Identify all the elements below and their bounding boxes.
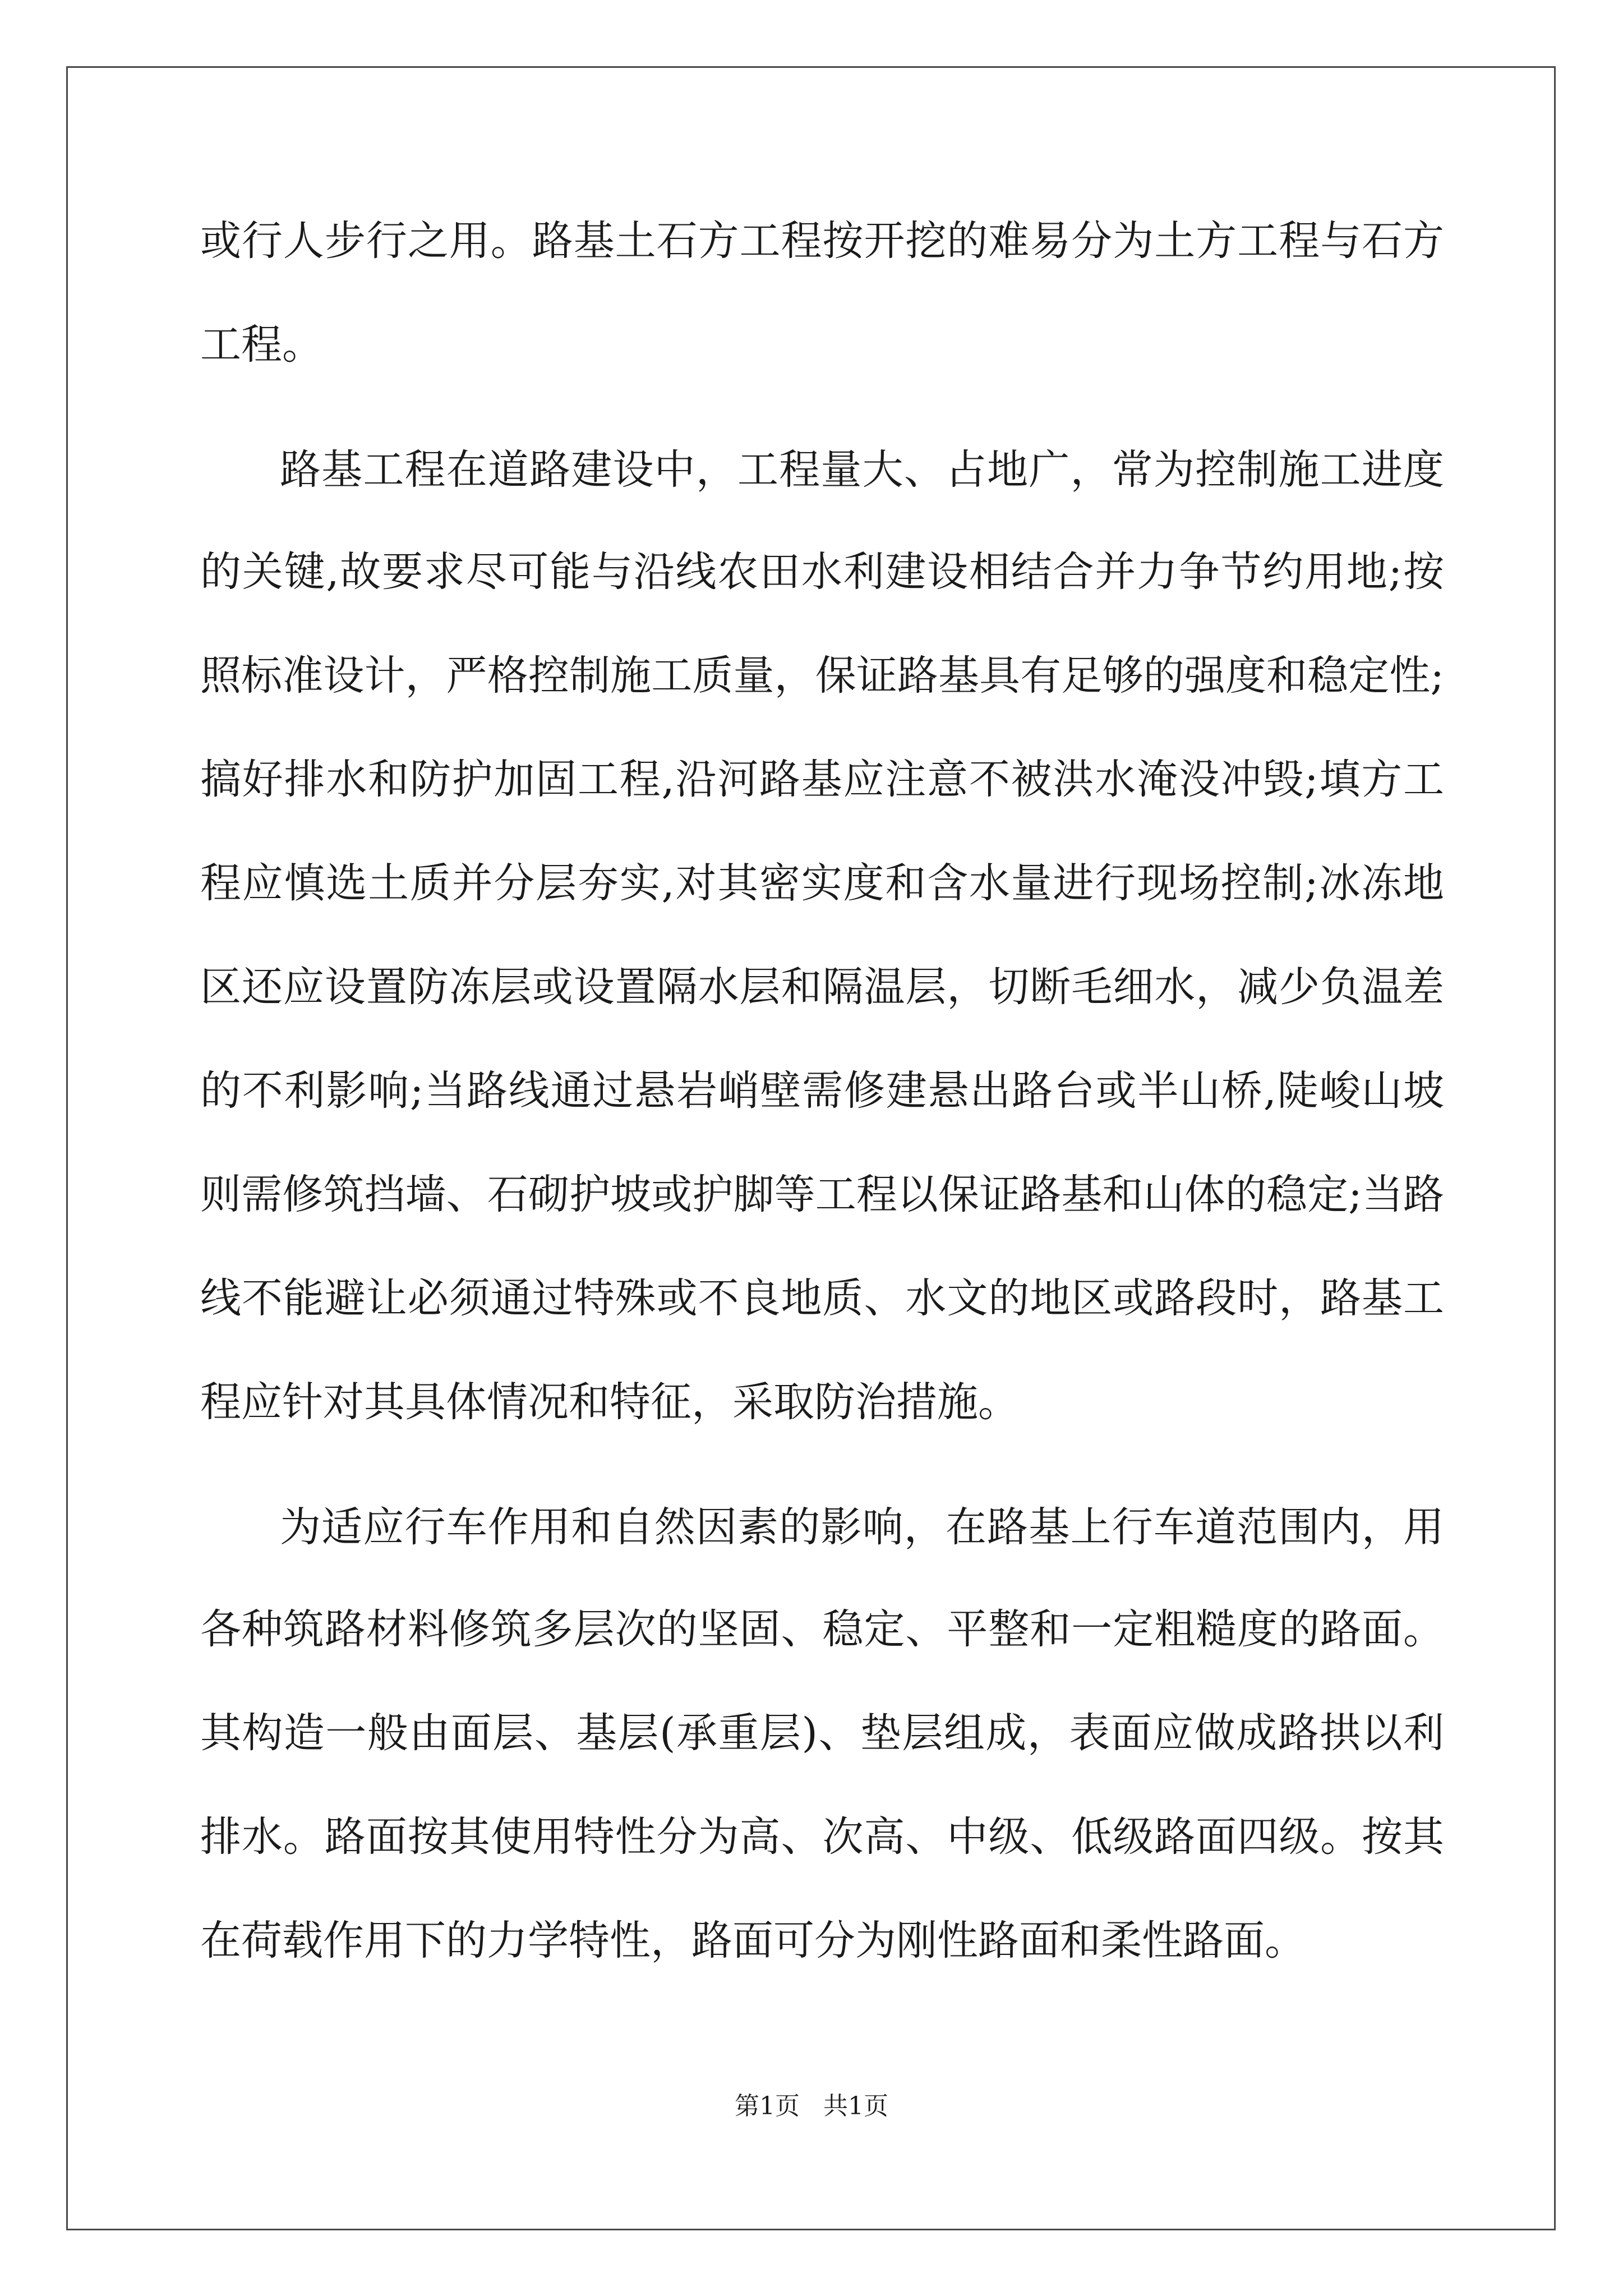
text-line: 程应慎选土质并分层夯实,对其密实度和含水量进行现场控制;冰冻地	[200, 859, 1444, 907]
paragraph-first-line: 为适应行车作用和自然因素的影响，在路基上行车道范围内，用	[280, 1503, 1444, 1551]
text-line: 或行人步行之用。路基土石方工程按开挖的难易分为土方工程与石方	[200, 217, 1444, 265]
text-line: 搞好排水和防护加固工程,沿河路基应注意不被洪水淹没冲毁;填方工	[200, 756, 1444, 803]
text-line: 工程。	[200, 321, 323, 369]
text-line: 的关键,故要求尽可能与沿线农田水利建设相结合并力争节约用地;按	[200, 548, 1444, 596]
text-line: 线不能避让必须通过特殊或不良地质、水文的地区或路段时，路基工	[200, 1274, 1444, 1322]
page-number-footer: 第1页 共1页	[735, 2092, 888, 2120]
text-line: 程应针对其具体情况和特征，采取防治措施。	[200, 1378, 1019, 1426]
text-line: 的不利影响;当路线通过悬岩峭壁需修建悬出路台或半山桥,陡峻山坡	[200, 1067, 1444, 1115]
paragraph-first-line: 路基工程在道路建设中，工程量大、占地广，常为控制施工进度	[280, 446, 1444, 494]
text-line: 则需修筑挡墙、石砌护坡或护脚等工程以保证路基和山体的稳定;当路	[200, 1171, 1444, 1218]
text-line: 其构造一般由面层、基层(承重层)、垫层组成，表面应做成路拱以利	[200, 1709, 1444, 1757]
page-border	[66, 66, 1556, 2230]
text-line: 排水。路面按其使用特性分为高、次高、中级、低级路面四级。按其	[200, 1813, 1444, 1861]
text-line: 在荷载作用下的力学特性，路面可分为刚性路面和柔性路面。	[200, 1917, 1306, 1964]
text-line: 区还应设置防冻层或设置隔水层和隔温层，切断毛细水，减少负温差	[200, 963, 1444, 1011]
text-line: 各种筑路材料修筑多层次的坚固、稳定、平整和一定粗糙度的路面。	[200, 1605, 1444, 1653]
text-line: 照标准设计，严格控制施工质量，保证路基具有足够的强度和稳定性;	[200, 652, 1444, 700]
